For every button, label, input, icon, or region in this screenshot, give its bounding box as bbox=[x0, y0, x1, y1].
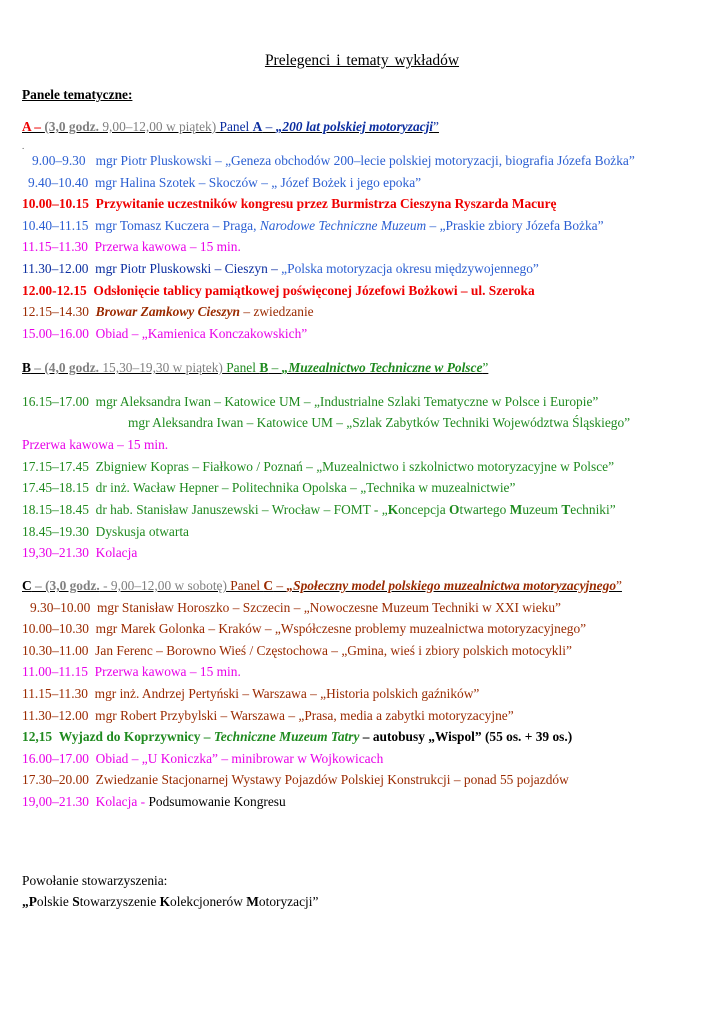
row-museum: Techniczne Muzeum Tatry bbox=[213, 729, 360, 744]
row-speaker: Obiad – „Kamienica Konczakowskich” bbox=[95, 326, 308, 341]
row-time: 9.40–10.40 bbox=[28, 175, 89, 190]
row-speaker: Przerwa kawowa – 15 min. bbox=[94, 239, 241, 254]
row-speaker: Kolacja - bbox=[95, 794, 149, 809]
row-speaker: dr inż. Wacław Hepner – Politechnika Opolska – „Technika w muzealnictwie” bbox=[95, 480, 516, 495]
row-time: 17.45–18.15 bbox=[22, 480, 89, 495]
row-time: 10.40–11.15 bbox=[22, 218, 89, 233]
row-topic: „Polska motoryzacja okresu międzywojennego” bbox=[281, 261, 539, 276]
row-time: 17.30–20.00 bbox=[22, 772, 89, 787]
panel-a-time: 9,00–12,00 w piątek) bbox=[99, 119, 217, 134]
panel-c-letter: C bbox=[263, 578, 274, 593]
row-speaker: Zwiedzanie Stacjonarnej Wystawy Pojazdów Polskiej Konstrukcji – ponad 55 pojazdów bbox=[95, 772, 569, 787]
row-speaker: Obiad – „U Koniczka” – minibrowar w Wojkowicach bbox=[95, 751, 384, 766]
row-time: 19,00–21.30 bbox=[22, 794, 89, 809]
row-speaker: mgr Marek Golonka – Kraków – „Współczesne problemy muzealnictwa motoryzacyjnego” bbox=[95, 621, 587, 636]
row-topic: – zwiedzanie bbox=[240, 304, 314, 319]
initial-p: P bbox=[28, 894, 37, 909]
row-time: 17.15–17.45 bbox=[22, 459, 89, 474]
a-row-6 bbox=[22, 261, 539, 277]
panel-b-label: Panel bbox=[222, 360, 260, 375]
row-speaker: dr hab. Stanisław Januszewski – Wrocław – FOMT - „ bbox=[95, 502, 388, 517]
panel-a-dash: – bbox=[262, 119, 276, 134]
panel-b-dash: – bbox=[268, 360, 282, 375]
row-speaker: Kolacja bbox=[95, 545, 138, 560]
a-row-3 bbox=[22, 196, 556, 212]
row-topic: eneza obchodów 200–lecie polskiej motoryzacji, biografia Józefa Bożka” bbox=[240, 153, 635, 168]
c-row-2 bbox=[22, 621, 586, 637]
panel-b-name: „Muzealnictwo Techniczne w Polsce bbox=[281, 360, 483, 375]
initial-s: S bbox=[72, 894, 80, 909]
initial-m: M bbox=[246, 894, 259, 909]
row-time: 11.30–12.00 bbox=[22, 261, 89, 276]
row-time: 10.30–11.00 bbox=[22, 643, 89, 658]
row-topic: Podsumowanie Kongresu bbox=[148, 794, 286, 809]
row-speaker: mgr Aleksandra Iwan – Katowice UM – „Industrialne Szlaki Tematyczne w Polsce i Europie” bbox=[95, 394, 599, 409]
row-time: 9.30–10.00 bbox=[30, 600, 91, 615]
panel-c-close: ” bbox=[616, 578, 622, 593]
word-part: echniki” bbox=[570, 502, 616, 517]
initial-o: O bbox=[449, 502, 460, 517]
c-row-6 bbox=[22, 708, 514, 724]
c-row-4 bbox=[22, 664, 241, 680]
row-topic: – „Praskie zbiory Józefa Bożka” bbox=[426, 218, 604, 233]
panel-a-heading bbox=[22, 119, 439, 135]
row-time: 16.15–17.00 bbox=[22, 394, 89, 409]
row-time: 18.15–18.45 bbox=[22, 502, 89, 517]
row-speaker: Dyskusja otwarta bbox=[95, 524, 189, 539]
row-museum: Narodowe Techniczne Muzeum bbox=[259, 218, 427, 233]
row-speaker: mgr Aleksandra Iwan – Katowice UM – „Szlak Zabytków Techniki Województwa Śląskiego” bbox=[128, 415, 631, 430]
row-speaker: mgr Halina Szotek – Skoczów – „ Józef Bożek i jego epoka” bbox=[94, 175, 422, 190]
row-time: 19,30–21.30 bbox=[22, 545, 89, 560]
initial-k: K bbox=[159, 894, 171, 909]
association-name bbox=[22, 894, 318, 910]
panel-c-hours: – (3,0 godz. bbox=[31, 578, 100, 593]
panel-c-dash: – bbox=[273, 578, 287, 593]
word-part: oncepcja bbox=[398, 502, 450, 517]
row-time: 18.45–19.30 bbox=[22, 524, 89, 539]
row-time: 10.00–10.30 bbox=[22, 621, 89, 636]
stray-dot: . bbox=[22, 141, 25, 151]
b-row-3 bbox=[22, 437, 168, 453]
panel-b-heading bbox=[22, 360, 488, 376]
word-part: otoryzacji” bbox=[258, 894, 319, 909]
a-row-4 bbox=[22, 218, 604, 234]
word-part: olskie bbox=[36, 894, 73, 909]
a-row-1 bbox=[32, 153, 635, 169]
row-speaker: mgr Piotr Pluskowski – Cieszyn – bbox=[95, 261, 282, 276]
c-row-5 bbox=[22, 686, 479, 702]
b-row-4 bbox=[22, 459, 614, 475]
panels-heading: Panele tematyczne: bbox=[22, 87, 133, 102]
row-speaker: Przerwa kawowa – 15 min. bbox=[22, 437, 169, 452]
panel-a-label: Panel bbox=[216, 119, 253, 134]
row-speaker: Browar Zamkowy Cieszyn bbox=[95, 304, 240, 319]
a-row-9 bbox=[22, 326, 307, 342]
panel-b-hours: – (4,0 godz. bbox=[30, 360, 100, 375]
row-time: 11.15–11.30 bbox=[22, 686, 88, 701]
c-row-1 bbox=[30, 600, 561, 616]
panel-b-close: ” bbox=[482, 360, 489, 375]
row-time: 11.15–11.30 bbox=[22, 239, 88, 254]
row-speaker: Jan Ferenc – Borowno Wieś / Częstochowa – „Gmina, wieś i zbiory polskich motocykli” bbox=[95, 643, 572, 658]
row-topic: – autobusy „Wispol” (55 os. + 39 os.) bbox=[359, 729, 573, 744]
panel-a-name: „200 lat polskiej motoryzacji bbox=[275, 119, 434, 134]
row-speaker: mgr inż. Andrzej Pertyński – Warszawa – „Historia polskich gaźników” bbox=[94, 686, 480, 701]
initial-k: K bbox=[387, 502, 399, 517]
panel-c-time: - 9,00–12,00 w sobotę) bbox=[99, 578, 227, 593]
panel-c-code: C bbox=[22, 578, 32, 593]
word-part: twartego bbox=[459, 502, 510, 517]
panel-b-code: B bbox=[22, 360, 31, 375]
panel-b-letter: B bbox=[259, 360, 269, 375]
row-time: 12.00-12.15 bbox=[22, 283, 87, 298]
c-row-7 bbox=[22, 729, 572, 745]
b-row-8 bbox=[22, 545, 137, 561]
row-speaker: mgr Robert Przybylski – Warszawa – „Prasa, media a zabytki motoryzacyjne” bbox=[95, 708, 514, 723]
initial-t: T bbox=[561, 502, 571, 517]
row-first-letter: G bbox=[231, 153, 241, 168]
a-row-8 bbox=[22, 304, 314, 320]
footer-line-1: Powołanie stowarzyszenia: bbox=[22, 873, 168, 888]
panel-a-code: A – bbox=[22, 119, 45, 134]
row-time: 9.00–9.30 bbox=[32, 153, 86, 168]
word-part: towarzyszenie bbox=[79, 894, 160, 909]
row-speaker: mgr Piotr Pluskowski – „ bbox=[95, 153, 232, 168]
panel-a-close: ” bbox=[433, 119, 439, 134]
row-time: 12,15 bbox=[22, 729, 53, 744]
panel-c-name: „Społeczny model polskiego muzealnictwa motoryzacyjnego bbox=[286, 578, 617, 593]
row-speaker: Przywitanie uczestników kongresu przez Burmistrza Cieszyna Ryszarda Macurę bbox=[95, 196, 557, 211]
panel-c-heading bbox=[22, 578, 622, 594]
row-speaker: mgr Stanisław Horoszko – Szczecin – „Nowoczesne Muzeum Techniki w XXI wieku” bbox=[96, 600, 561, 615]
row-time: 11.30–12.00 bbox=[22, 708, 89, 723]
b-row-6 bbox=[22, 502, 616, 518]
word-part: uzeum bbox=[522, 502, 562, 517]
quote-open: „ bbox=[22, 894, 29, 909]
a-row-5 bbox=[22, 239, 241, 255]
row-time: 16.00–17.00 bbox=[22, 751, 89, 766]
a-row-2 bbox=[28, 175, 421, 191]
row-speaker: mgr Tomasz Kuczera – Praga, bbox=[95, 218, 260, 233]
b-row-5 bbox=[22, 480, 515, 496]
panel-a-letter: A bbox=[252, 119, 263, 134]
row-speaker: Odsłonięcie tablicy pamiątkowej poświęconej Józefowi Bożkowi – ul. Szeroka bbox=[93, 283, 535, 298]
row-time: 10.00–10.15 bbox=[22, 196, 89, 211]
panel-a-hours: (3,0 godz. bbox=[44, 119, 100, 134]
a-row-7 bbox=[22, 283, 535, 299]
row-time: 15.00–16.00 bbox=[22, 326, 89, 341]
row-time: 11.00–11.15 bbox=[22, 664, 88, 679]
c-row-10 bbox=[22, 794, 286, 810]
initial-m: M bbox=[509, 502, 523, 517]
c-row-3 bbox=[22, 643, 572, 659]
word-part: olekcjonerów bbox=[170, 894, 247, 909]
panel-b-time: 15,30–19,30 w piątek) bbox=[99, 360, 223, 375]
b-row-1 bbox=[22, 394, 598, 410]
row-time: 12.15–14.30 bbox=[22, 304, 89, 319]
row-speaker: Wyjazd do Koprzywnicy – bbox=[58, 729, 214, 744]
row-speaker: Zbigniew Kopras – Fiałkowo / Poznań – „Muzealnictwo i szkolnictwo motoryzacyjne w Polsce” bbox=[95, 459, 615, 474]
c-row-9 bbox=[22, 772, 569, 788]
c-row-8 bbox=[22, 751, 383, 767]
page-title: Prelegenci i tematy wykładów bbox=[264, 52, 460, 69]
b-row-2 bbox=[128, 415, 630, 431]
panel-c-label: Panel bbox=[226, 578, 264, 593]
row-speaker: Przerwa kawowa – 15 min. bbox=[94, 664, 241, 679]
b-row-7 bbox=[22, 524, 189, 540]
